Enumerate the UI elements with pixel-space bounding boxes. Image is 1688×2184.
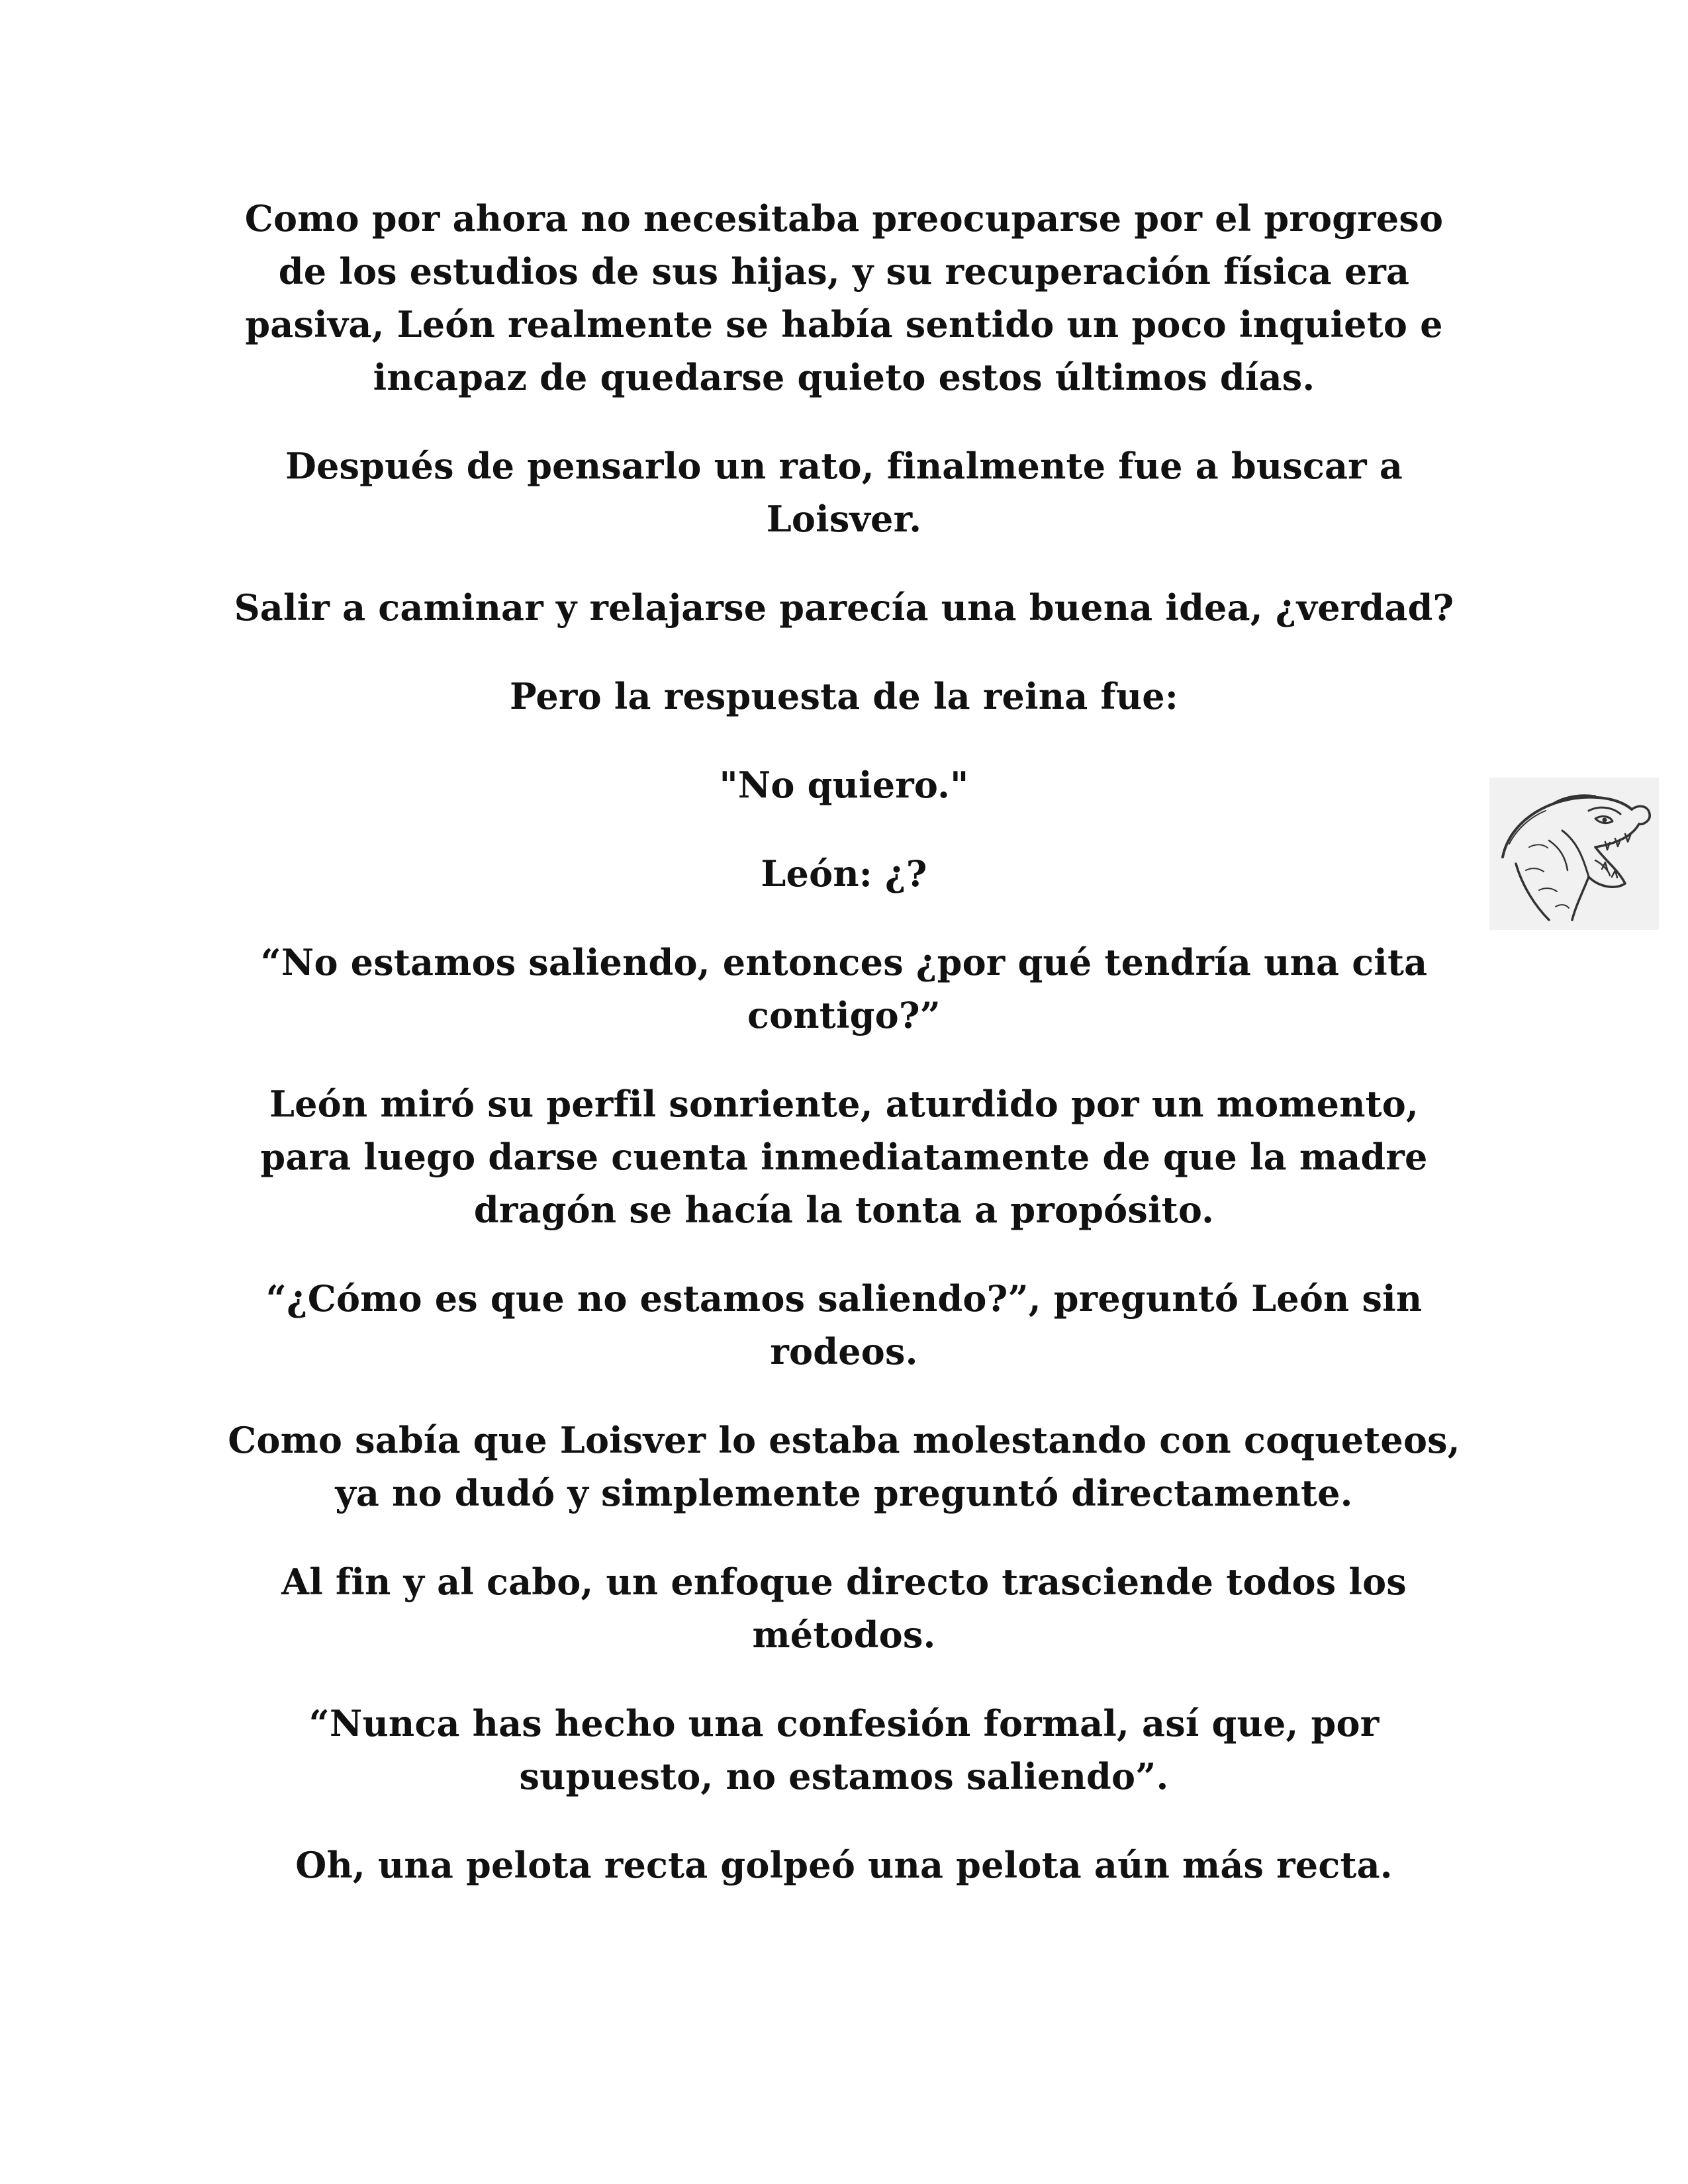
paragraph-8: León miró su perfil sonriente, aturdido por un momento, para luego darse cuenta inmediatamente de que la madre dragón se hacía la tonta a propósito. bbox=[260, 1083, 1428, 1231]
paragraph-10: Como sabía que Loisver lo estaba molestando con coqueteos, ya no dudó y simplemente preguntó directamente. bbox=[228, 1419, 1460, 1514]
paragraph-5: "No quiero." bbox=[719, 764, 969, 806]
document-body bbox=[218, 192, 1470, 1927]
paragraph-11: Al fin y al cabo, un enfoque directo trasciende todos los métodos. bbox=[281, 1561, 1407, 1656]
paragraph-2: Después de pensarlo un rato, finalmente fue a buscar a Loisver. bbox=[285, 445, 1403, 540]
paragraph-13: Oh, una pelota recta golpeó una pelota aún más recta. bbox=[295, 1844, 1393, 1886]
paragraph-9: “¿Cómo es que no estamos saliendo?”, preguntó León sin rodeos. bbox=[265, 1277, 1423, 1373]
paragraph-7: “No estamos saliendo, entonces ¿por qué tendría una cita contigo?” bbox=[260, 941, 1428, 1036]
paragraph-6: León: ¿? bbox=[761, 852, 927, 895]
paragraph-3: Salir a caminar y relajarse parecía una buena idea, ¿verdad? bbox=[234, 586, 1454, 629]
paragraph-12: “Nunca has hecho una confesión formal, así que, por supuesto, no estamos saliendo”. bbox=[308, 1702, 1380, 1797]
paragraph-1: Como por ahora no necesitaba preocuparse por el progreso de los estudios de sus hijas, y su recuperación física era pasiva, León realmente se había sentido un poco inquieto e incapaz de quedarse quieto estos últimos días. bbox=[244, 197, 1444, 398]
dragon-head-sketch-icon bbox=[1489, 778, 1659, 930]
paragraph-4: Pero la respuesta de la reina fue: bbox=[510, 675, 1178, 717]
